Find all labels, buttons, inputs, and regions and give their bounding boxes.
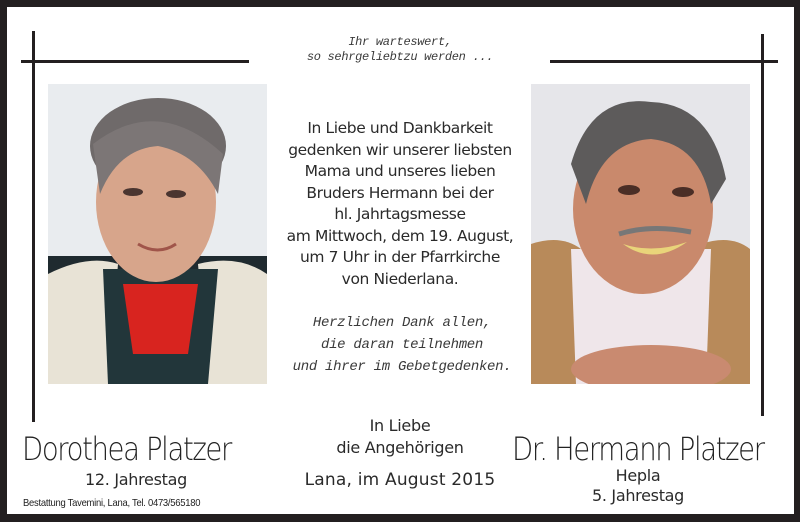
announcement-text	[269, 118, 531, 290]
thanks-line: und ihrer im Gebetgedenken.	[292, 359, 512, 375]
photo-dorothea-platzer	[48, 84, 267, 384]
announcement-line: am Mittwoch, dem 19. August,	[286, 226, 514, 245]
portrait-woman-icon	[48, 84, 267, 384]
announcement-line: von Niederlana.	[341, 269, 459, 288]
right-horizontal-rule	[550, 60, 778, 63]
left-horizontal-rule	[21, 60, 249, 63]
closing-line-2: die Angehörigen	[336, 438, 464, 457]
memorial-card	[7, 7, 794, 514]
funeral-home-credit: Bestattung Tavemini, Lana, Tel. 0473/565180	[23, 497, 201, 509]
announcement-line: hl. Jahrtagsmesse	[334, 205, 466, 223]
left-person-anniversary: 12. Jahrestag	[85, 470, 187, 489]
right-person-anniversary: 5. Jahrestag	[591, 486, 685, 505]
announcement-line: gedenken wir unserer liebsten	[288, 140, 512, 159]
right-person-nickname: Hepla	[615, 466, 661, 485]
thanks-line: Herzlichen Dank allen,	[312, 315, 492, 331]
thanks-text	[269, 312, 535, 378]
announcement-line: In Liebe und Dankbarkeit	[307, 119, 493, 137]
top-quote	[273, 35, 527, 65]
quote-line-1: Ihr warteswert,	[348, 35, 452, 49]
portrait-man-icon	[531, 84, 750, 384]
announcement-line: Mama und unseres lieben	[304, 162, 496, 180]
announcement-line: Bruders Hermann bei der	[306, 183, 494, 202]
right-vertical-rule	[761, 34, 764, 416]
left-vertical-rule	[32, 31, 35, 422]
quote-line-2: so sehrgeliebtzu werden ...	[306, 50, 494, 64]
thanks-line: die daran teilnehmen	[320, 337, 484, 353]
place-date: Lana, im August 2015	[304, 470, 496, 490]
left-person-name: Dorothea Platzer	[22, 430, 231, 468]
right-person-name: Dr. Hermann Platzer	[512, 430, 764, 468]
closing-line-1: In Liebe	[369, 416, 431, 435]
announcement-line: um 7 Uhr in der Pfarrkirche	[299, 248, 500, 266]
photo-hermann-platzer	[531, 84, 750, 384]
